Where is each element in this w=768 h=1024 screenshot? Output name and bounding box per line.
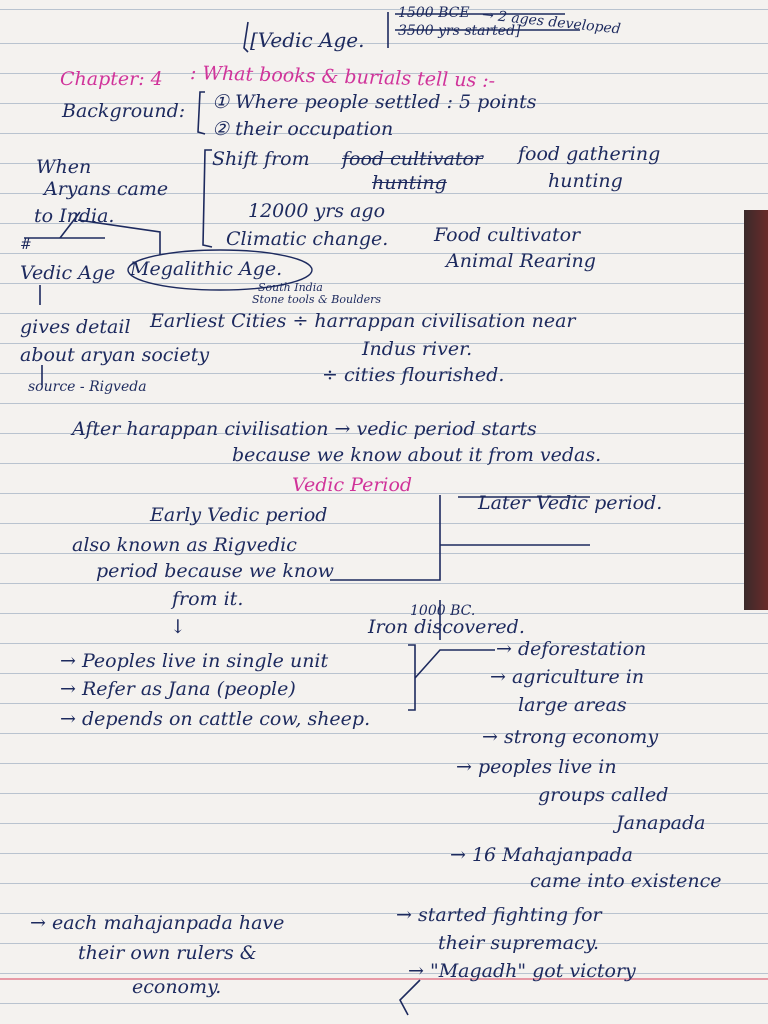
early-vedic-text: Early Vedic period <box>150 504 328 526</box>
iron-text: Iron discovered. <box>368 616 525 638</box>
shift-struck-1: food cultivator <box>342 148 483 170</box>
later-point-1: → deforestation <box>496 638 647 660</box>
date-1000bc: 1000 BC. <box>410 603 476 619</box>
food-cultivator-text: Food cultivator <box>434 224 581 246</box>
from-it-text: from it. <box>172 588 244 610</box>
chapter-title: : What books & burials tell us :- <box>189 62 496 92</box>
background-point-2: ② their occupation <box>212 118 394 140</box>
animal-rearing-text: Animal Rearing <box>446 250 596 272</box>
later-vedic-text: Later Vedic period. <box>478 492 663 514</box>
about-aryan-text: about aryan society <box>20 344 210 366</box>
later-point-5: → peoples live in <box>456 756 617 778</box>
aryans-text: Aryans came <box>44 178 169 200</box>
later-point-8: → 16 Mahajanpada <box>450 844 633 866</box>
later-point-4: → strong economy <box>482 726 659 748</box>
chapter-label: Chapter: 4 <box>60 68 163 90</box>
megalithic-note-2: Stone tools & Boulders <box>252 293 382 306</box>
header-title: [Vedic Age. <box>250 28 365 52</box>
marker-text: # <box>20 237 32 253</box>
later-point-6: groups called <box>538 784 669 806</box>
shift-struck-2: hunting <box>372 172 447 194</box>
early-point-2: → Refer as Jana (people) <box>60 678 296 700</box>
cities-line-2: Indus river. <box>362 338 473 360</box>
climatic-text: Climatic change. <box>226 228 389 250</box>
later-point-7: Janapada <box>616 812 706 834</box>
after-harappan-line-2: because we know about it from vedas. <box>232 444 602 466</box>
header-date-1: 1500 BCE <box>398 5 470 21</box>
when-text: When <box>36 156 92 178</box>
shift-replacement-2: hunting <box>548 170 623 192</box>
early-point-3: → depends on cattle cow, sheep. <box>60 708 371 730</box>
gives-detail-text: gives detail <box>20 316 131 338</box>
header-date-note: → 2 ages developed <box>481 7 622 38</box>
later-point-3: large areas <box>518 694 627 716</box>
bottom-left-2: their own rulers & <box>78 942 257 964</box>
header-date-2: 3500 yrs started] <box>398 23 521 39</box>
cities-line-1: Earliest Cities ÷ harrappan civilisation near <box>150 310 576 332</box>
cities-line-3: ÷ cities flourished. <box>322 364 505 386</box>
later-point-2: → agriculture in <box>490 666 645 688</box>
early-point-1: → Peoples live in single unit <box>60 650 329 672</box>
megalithic-age-text: Megalithic Age. <box>130 258 283 280</box>
source-text: source - Rigveda <box>28 379 147 395</box>
also-known-text: also known as Rigvedic <box>72 534 297 556</box>
bottom-right-3: → "Magadh" got victory <box>408 960 636 982</box>
years-ago-text: 12000 yrs ago <box>248 200 386 222</box>
background-point-1: ① Where people settled : 5 points <box>212 91 537 113</box>
bottom-left-1: → each mahajanpada have <box>30 912 285 934</box>
vedic-period-title: Vedic Period <box>292 474 413 496</box>
shift-replacement-1: food gathering <box>518 143 661 165</box>
vedic-age-text: Vedic Age <box>20 262 116 284</box>
bottom-left-3: economy. <box>132 976 222 998</box>
to-india-text: to India. <box>34 205 115 227</box>
after-harappan-line-1: After harappan civilisation → vedic period starts <box>72 418 537 440</box>
megalithic-note-1: South India <box>258 281 323 294</box>
bottom-right-1: → started fighting for <box>396 904 602 926</box>
background-label: Background: <box>62 100 186 122</box>
bottom-right-2: their supremacy. <box>438 932 600 954</box>
period-because-text: period because we know <box>96 560 334 582</box>
shift-text: Shift from <box>212 148 310 170</box>
down-arrow-text: ↓ <box>170 616 186 638</box>
later-point-9: came into existence <box>530 870 722 892</box>
